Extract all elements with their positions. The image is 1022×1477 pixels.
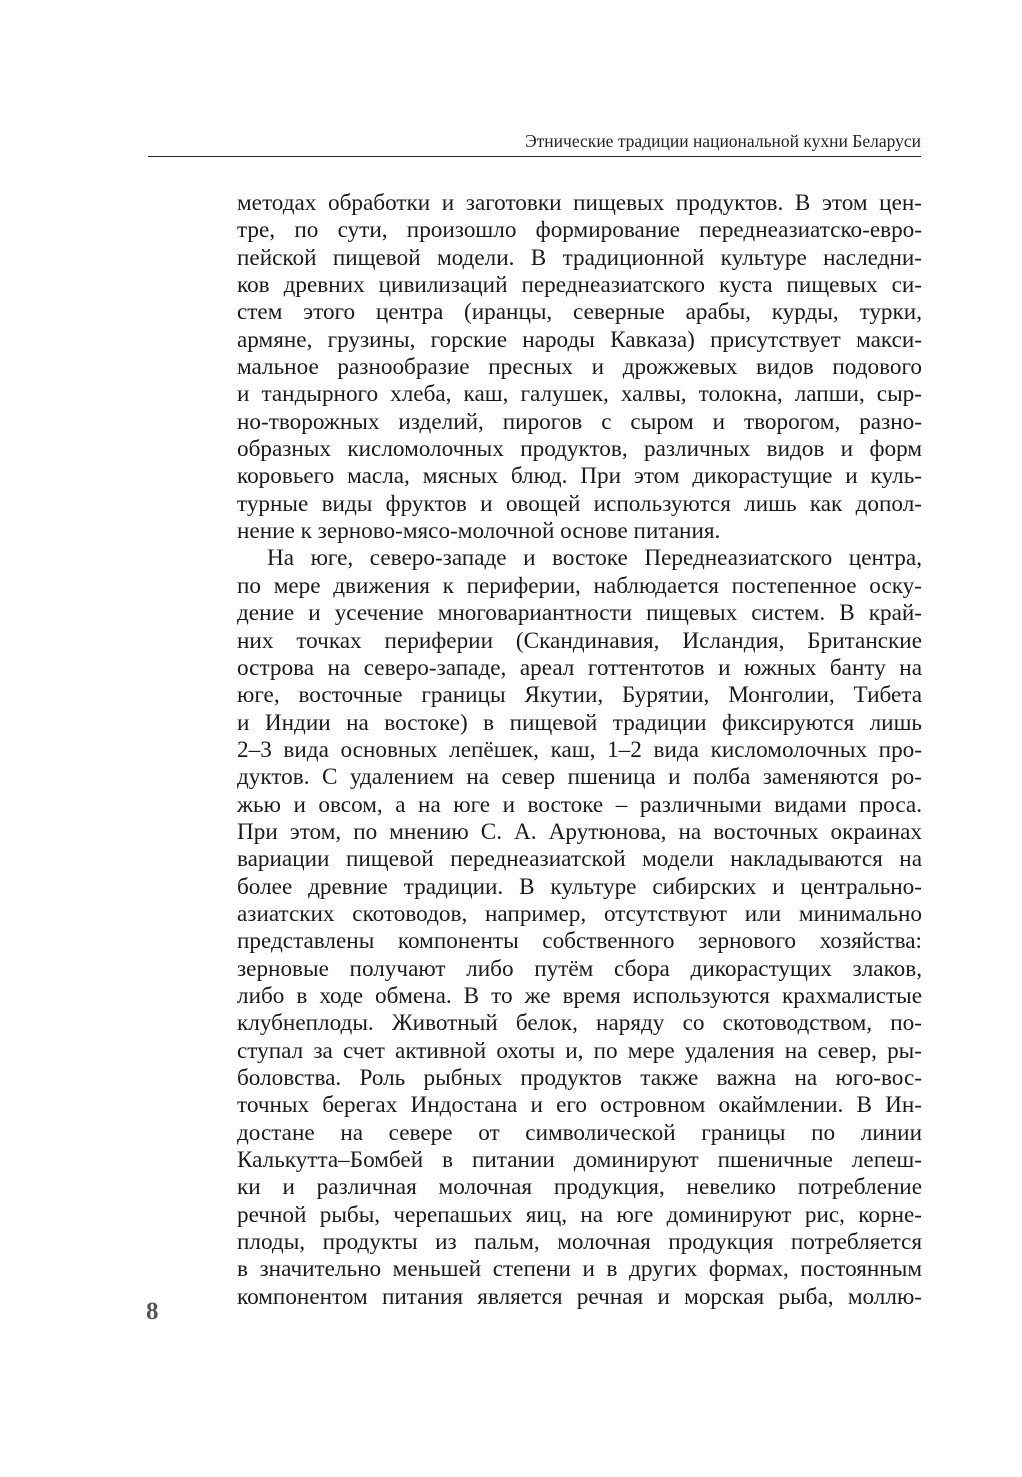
- text-line: точных берегах Индостана и его островном окаймлении. В Ин-: [237, 1092, 922, 1119]
- text-line: пейской пищевой модели. В традиционной культуре наследни-: [237, 244, 922, 271]
- text-line: достане на севере от символической границы по линии: [237, 1119, 922, 1146]
- text-line: более древние традиции. В культуре сибирских и центрально-: [237, 873, 922, 900]
- text-line: армяне, грузины, горские народы Кавказа) присутствует макси-: [237, 326, 922, 353]
- text-line: 2–3 вида основных лепёшек, каш, 1–2 вида кисломолочных про-: [237, 736, 922, 763]
- text-line: вариации пищевой переднеазиатской модели накладываются на: [237, 846, 922, 873]
- text-line: и тандырного хлеба, каш, галушек, халвы, толокна, лапши, сыр-: [237, 381, 922, 408]
- text-line: них точках периферии (Скандинавия, Исландия, Британские: [237, 627, 922, 654]
- text-line: зерновые получают либо путём сбора дикорастущих злаков,: [237, 955, 922, 982]
- text-line: нение к зерново-мясо-молочной основе питания.: [237, 518, 721, 545]
- text-line: Калькутта–Бомбей в питании доминируют пшеничные лепеш-: [237, 1147, 922, 1174]
- paragraph-2: [237, 545, 922, 1311]
- text-line: На юге, северо-западе и востоке Переднеазиатского центра,: [267, 545, 922, 572]
- text-line: ступал за счет активной охоты и, по мере удаления на север, ры-: [237, 1037, 922, 1064]
- text-line: тре, по сути, произошло формирование переднеазиатско-евро-: [237, 217, 922, 244]
- text-line: представлены компоненты собственного зернового хозяйства:: [237, 928, 922, 955]
- text-line: и Индии на востоке) в пищевой традиции фиксируются лишь: [237, 709, 922, 736]
- text-line: дение и усечение многовариантности пищевых систем. В край-: [237, 600, 922, 627]
- text-line: турные виды фруктов и овощей используются лишь как допол-: [237, 490, 922, 517]
- text-line: боловства. Роль рыбных продуктов также важна на юго-вос-: [237, 1065, 922, 1091]
- text-line: юге, восточные границы Якутии, Бурятии, Монголии, Тибета: [237, 682, 922, 709]
- text-line: дуктов. С удалением на север пшеница и полба заменяются ро-: [237, 764, 922, 791]
- text-line: по мере движения к периферии, наблюдается постепенное оску-: [237, 572, 922, 599]
- text-line: в значительно меньшей степени и в других формах, постоянным: [237, 1256, 922, 1283]
- text-line: компонентом питания является речная и морская рыба, моллю-: [237, 1283, 922, 1310]
- text-line: При этом, по мнению С. А. Арутюнова, на восточных окраинах: [237, 818, 922, 845]
- running-header-title: Этнические традиции национальной кухни Беларуси: [525, 131, 921, 151]
- text-line: но-творожных изделий, пирогов с сыром и творогом, разно-: [237, 408, 922, 435]
- text-line: стем этого центра (иранцы, северные арабы, курды, турки,: [237, 299, 922, 326]
- text-line: плоды, продукты из пальм, молочная продукция потребляется: [237, 1229, 922, 1256]
- text-line: жью и овсом, а на юге и востоке – различными видами проса.: [237, 791, 922, 818]
- text-line: ков древних цивилизаций переднеазиатского куста пищевых си-: [237, 272, 922, 299]
- text-line: методах обработки и заготовки пищевых продуктов. В этом цен-: [237, 190, 922, 216]
- text-line: образных кисломолочных продуктов, различных видов и форм: [237, 436, 922, 463]
- text-line: клубнеплоды. Животный белок, наряду со скотоводством, по-: [237, 1010, 922, 1037]
- text-line: ки и различная молочная продукция, невелико потребление: [237, 1174, 922, 1201]
- text-line: коровьего масла, мясных блюд. При этом дикорастущие и куль-: [237, 463, 922, 490]
- text-line: азиатских скотоводов, например, отсутствуют или минимально: [237, 900, 922, 927]
- text-line: либо в ходе обмена. В то же время используются крахмалистые: [237, 982, 922, 1009]
- paragraph-1: [237, 190, 922, 545]
- text-line: мальное разнообразие пресных и дрожжевых видов подового: [237, 354, 922, 381]
- page-number: 8: [146, 1298, 159, 1325]
- text-line: речной рыбы, черепашьих яиц, на юге доминируют рис, корне-: [237, 1201, 922, 1228]
- running-header: [148, 126, 921, 157]
- text-line: острова на северо-западе, ареал готтентотов и южных банту на: [237, 654, 922, 681]
- body-text: [237, 190, 922, 1311]
